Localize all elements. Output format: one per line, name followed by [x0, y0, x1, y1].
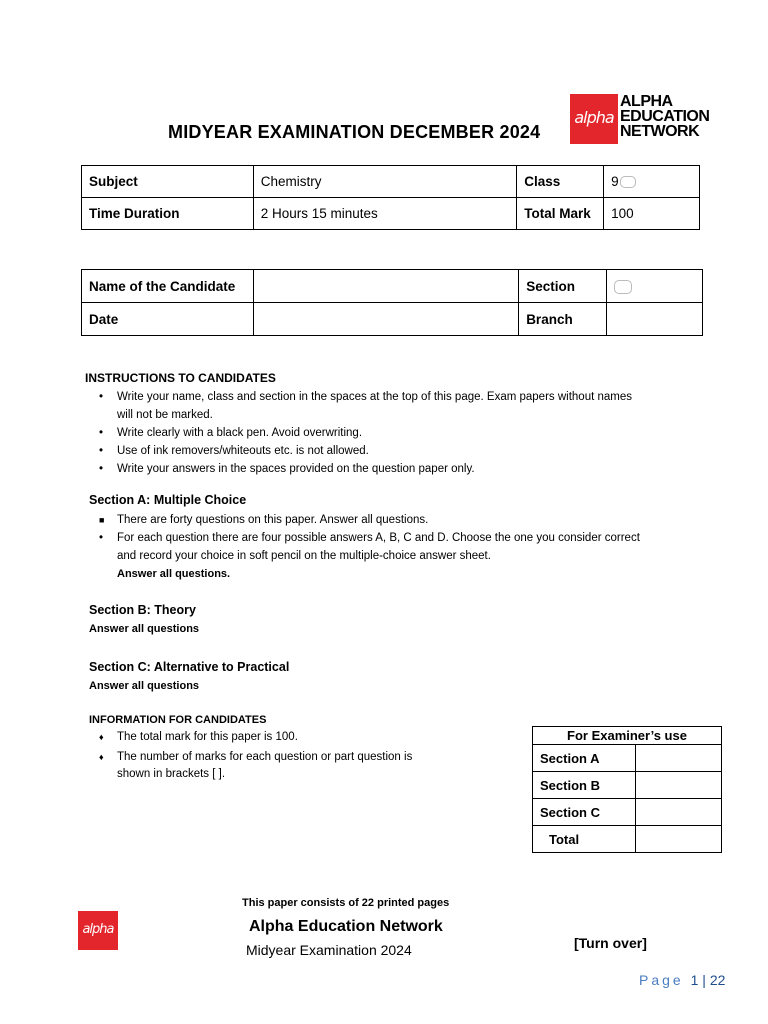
- page-total: 22: [709, 972, 726, 988]
- table-row: [82, 270, 703, 303]
- circle-mark-icon: [620, 176, 636, 188]
- total-mark-label: Total Mark: [517, 198, 604, 230]
- candidate-table: [81, 269, 703, 336]
- information-list: [85, 729, 445, 783]
- information-text: The number of marks for each question or part question is shown in brackets [ ].: [117, 751, 413, 780]
- examiner-mark-field[interactable]: [635, 772, 721, 799]
- section-a-list: [85, 511, 645, 583]
- table-row: [533, 799, 722, 826]
- logo-mark-text: alpha: [574, 108, 614, 127]
- subject-label: Subject: [82, 166, 254, 198]
- section-b-heading: Section B: Theory: [89, 603, 196, 617]
- table-row: [533, 745, 722, 772]
- bullet-icon: •: [99, 463, 104, 475]
- table-row: [82, 166, 700, 198]
- logo-line-2: EDUCATION: [620, 108, 710, 125]
- list-item: [85, 511, 645, 529]
- instruction-text: Write your answers in the spaces provided on the question paper only.: [117, 463, 475, 475]
- page-number: [639, 972, 725, 988]
- section-a-heading: Section A: Multiple Choice: [89, 493, 247, 507]
- list-item: [85, 749, 445, 783]
- list-item: [85, 424, 645, 442]
- page-separator: |: [698, 972, 710, 988]
- table-row: [533, 772, 722, 799]
- footer-org-name: Alpha Education Network: [249, 918, 443, 935]
- branch-field[interactable]: [607, 303, 703, 336]
- alpha-logo-mark: [570, 94, 618, 144]
- bullet-icon: •: [99, 391, 104, 403]
- examiner-mark-field[interactable]: [635, 799, 721, 826]
- instruction-text: Use of ink removers/whiteouts etc. is not allowed.: [117, 445, 369, 457]
- instructions-heading: INSTRUCTIONS TO CANDIDATES: [85, 371, 276, 385]
- duration-value: 2 Hours 15 minutes: [253, 198, 517, 230]
- section-a-text: There are forty questions on this paper. Answer all questions.: [117, 514, 429, 526]
- page-title: MIDYEAR EXAMINATION DECEMBER 2024: [168, 122, 541, 142]
- class-cell: [604, 166, 700, 198]
- bullet-icon: ♦: [99, 732, 104, 742]
- information-text: The total mark for this paper is 100.: [117, 731, 298, 743]
- duration-label: Time Duration: [82, 198, 254, 230]
- section-a-note: Answer all questions.: [117, 568, 231, 580]
- bullet-icon: •: [99, 427, 104, 439]
- examiner-row-label: Section B: [533, 772, 636, 799]
- logo-line-1: ALPHA: [620, 93, 673, 110]
- logo-wordmark: [620, 94, 709, 139]
- bullet-icon: •: [99, 445, 104, 457]
- list-item: [85, 529, 645, 565]
- square-bullet-icon: ■: [99, 515, 105, 525]
- instruction-text: Write your name, class and section in the spaces at the top of this page. Exam papers without names will not be marked.: [117, 391, 633, 421]
- instruction-text: Write clearly with a black pen. Avoid overwriting.: [117, 427, 363, 439]
- information-heading: INFORMATION FOR CANDIDATES: [89, 714, 267, 726]
- exam-info-table: [81, 165, 700, 230]
- class-label: Class: [517, 166, 604, 198]
- examiner-mark-field[interactable]: [635, 745, 721, 772]
- logo-mark-text: alpha: [82, 922, 114, 937]
- total-mark-value: 100: [604, 198, 700, 230]
- examiner-mark-field[interactable]: [635, 826, 721, 853]
- section-b-note: Answer all questions: [89, 623, 200, 635]
- bullet-icon: ♦: [99, 752, 104, 762]
- instructions-list: [85, 388, 645, 478]
- list-item: [85, 460, 645, 478]
- date-label: Date: [82, 303, 254, 336]
- candidate-name-label: Name of the Candidate: [82, 270, 254, 303]
- date-field[interactable]: [253, 303, 518, 336]
- section-label: Section: [519, 270, 607, 303]
- section-c-heading: Section C: Alternative to Practical: [89, 660, 290, 674]
- page-count-note: This paper consists of 22 printed pages: [242, 897, 450, 909]
- alpha-logo-mark-footer: [78, 911, 118, 950]
- examiner-row-label: Total: [533, 826, 636, 853]
- bullet-icon: •: [99, 532, 104, 544]
- candidate-name-field[interactable]: [253, 270, 518, 303]
- footer-exam-name: Midyear Examination 2024: [246, 942, 412, 958]
- examiner-row-label: Section A: [533, 745, 636, 772]
- list-item: [85, 729, 445, 746]
- table-row: [82, 303, 703, 336]
- page-current: 1: [690, 972, 699, 988]
- section-a-text: For each question there are four possible answers A, B, C and D. Choose the one you consider correct and record your choice in soft pencil on the multiple-choice answer sheet.: [117, 532, 640, 562]
- brand-logo: [570, 92, 708, 144]
- logo-line-3: NETWORK: [620, 123, 700, 140]
- examiner-header: For Examiner’s use: [533, 727, 722, 745]
- subject-value: Chemistry: [253, 166, 517, 198]
- turn-over-label: [Turn over]: [574, 935, 647, 951]
- circle-mark-icon: [614, 280, 632, 294]
- examiner-table: [532, 726, 722, 853]
- class-value: 9: [611, 174, 619, 189]
- list-item: [85, 388, 645, 424]
- table-row: [533, 727, 722, 745]
- section-field[interactable]: [607, 270, 703, 303]
- examiner-row-label: Section C: [533, 799, 636, 826]
- table-row: [82, 198, 700, 230]
- section-c-note: Answer all questions: [89, 680, 200, 692]
- branch-label: Branch: [519, 303, 607, 336]
- table-row: [533, 826, 722, 853]
- page-word: Page: [639, 972, 684, 988]
- list-item: [85, 442, 645, 460]
